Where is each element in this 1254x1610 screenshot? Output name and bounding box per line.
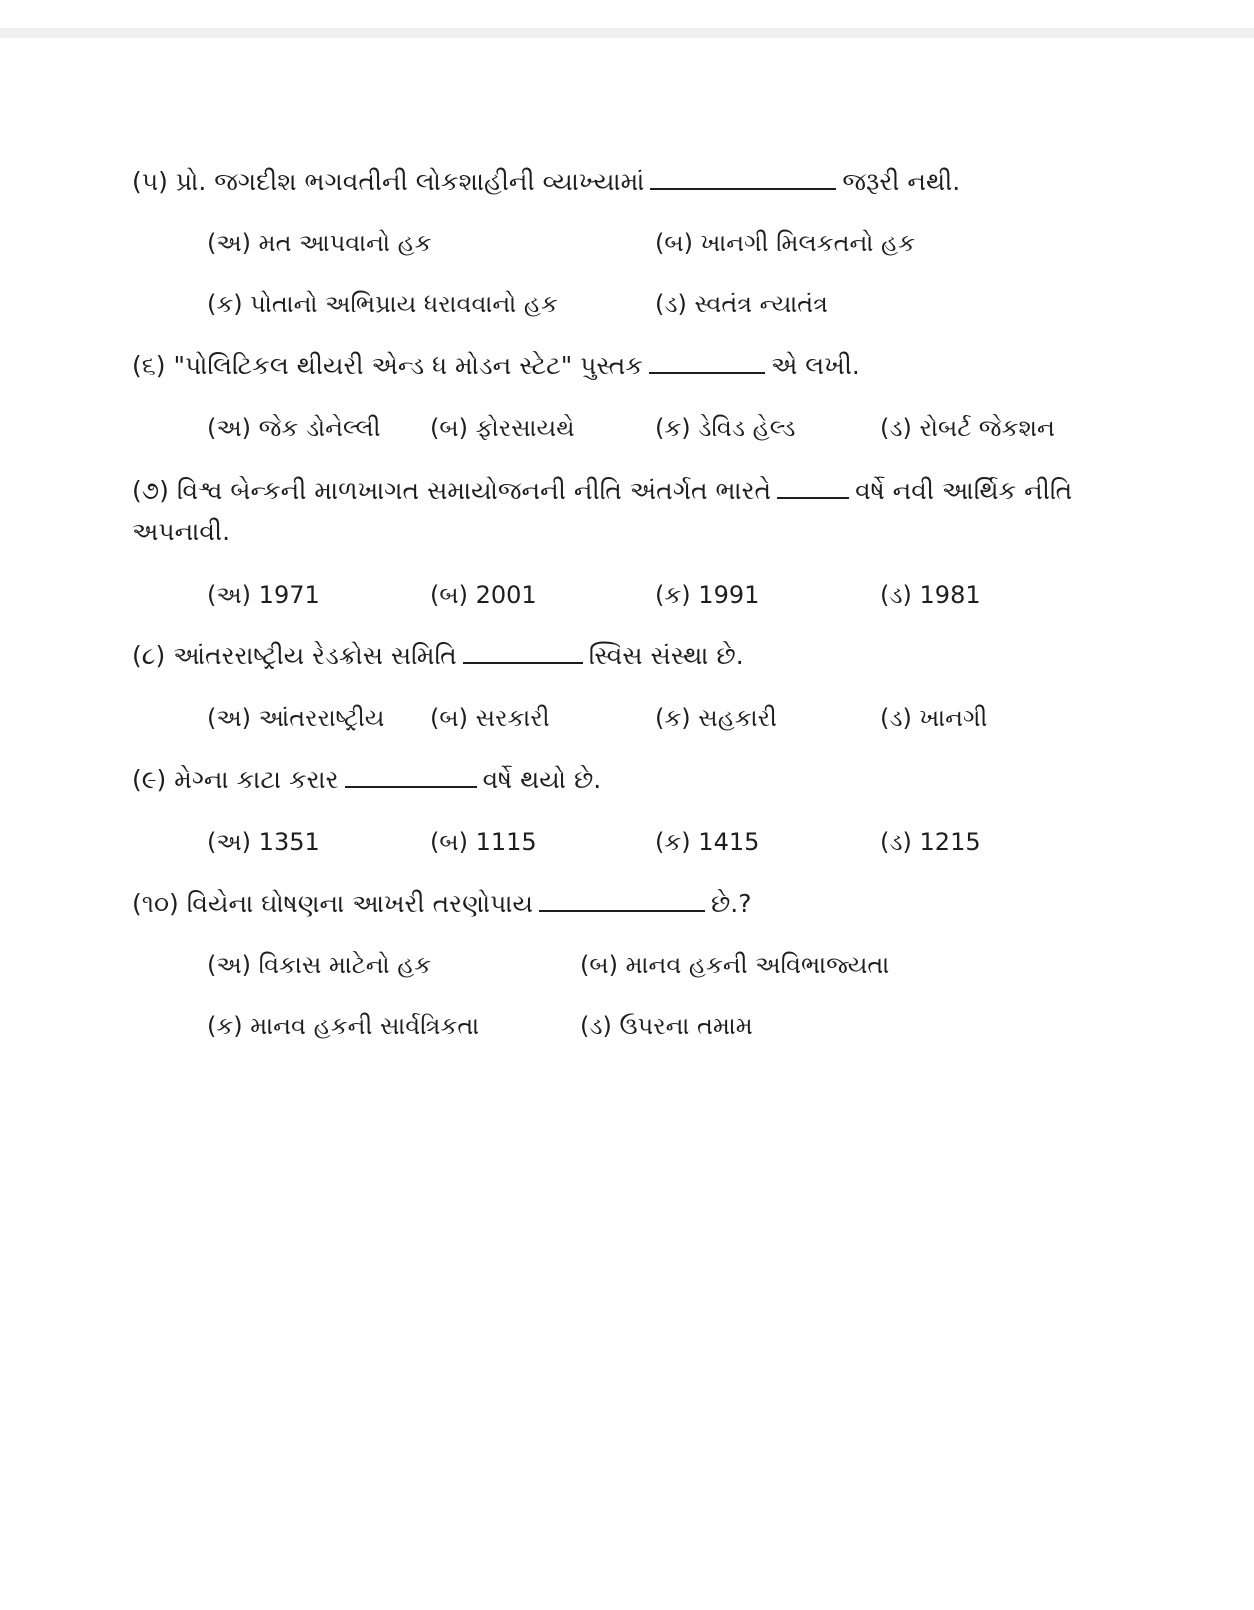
option-b: (બ) સરકારી	[430, 704, 550, 732]
option-b: (બ) 2001	[430, 581, 537, 609]
option-d: (ડ) ખાનગી	[880, 704, 988, 732]
answer-blank	[345, 762, 477, 788]
question-5	[132, 162, 960, 202]
option-a: (અ) આંતરરાષ્ટ્રીય	[207, 704, 385, 732]
question-text-end: સ્વિસ સંસ્થા છે.	[588, 641, 744, 670]
question-7-continuation: અપનાવી.	[132, 517, 231, 546]
option-a: (અ) 1351	[207, 828, 320, 856]
option-d: (ડ) 1215	[880, 828, 981, 856]
question-text: (૧૦) વિયેના ઘોષણના આખરી તરણોપાય	[132, 889, 533, 918]
answer-blank	[649, 348, 765, 374]
option-b: (બ) ફોરસાયથે	[430, 414, 575, 442]
question-8	[132, 636, 744, 676]
question-7	[132, 471, 1072, 511]
question-10	[132, 884, 752, 924]
option-a: (અ) વિકાસ માટેનો હક	[207, 951, 432, 979]
option-b: (બ) માનવ હકની અવિભાજ્યતા	[580, 951, 890, 979]
option-b: (બ) ખાનગી મિલકતનો હક	[655, 229, 916, 257]
option-d: (ડ) સ્વતંત્ર ન્યાતંત્ર	[655, 290, 828, 318]
option-a: (અ) જેક ડોનેલ્લી	[207, 414, 381, 442]
question-6	[132, 346, 860, 386]
question-text-end: વર્ષે નવી આર્થિક નીતિ	[855, 476, 1073, 505]
option-a: (અ) મત આપવાનો હક	[207, 229, 432, 257]
question-9	[132, 760, 601, 800]
option-d: (ડ) 1981	[880, 581, 981, 609]
question-text-end: વર્ષે થયો છે.	[482, 765, 602, 794]
question-text: (૭) વિશ્વ બેન્કની માળખાગત સમાયોજનની નીતિ અંતર્ગત ભારતે	[132, 476, 772, 505]
option-c: (ક) પોતાનો અભિપ્રાય ધરાવવાનો હક	[207, 290, 558, 318]
question-text-end: છે.?	[710, 889, 752, 918]
option-c: (ક) 1991	[655, 581, 760, 609]
question-text: (૬) "પોલિટિકલ થીયરી એન્ડ ધ મોડન સ્ટેટ" પુસ્તક	[132, 351, 643, 380]
option-a: (અ) 1971	[207, 581, 320, 609]
option-c: (ક) 1415	[655, 828, 760, 856]
option-c: (ક) ડેવિડ હેલ્ડ	[655, 414, 796, 442]
answer-blank	[463, 638, 583, 664]
answer-blank	[777, 473, 849, 499]
question-text-end: એ લખી.	[770, 351, 860, 380]
option-d: (ડ) ઉપરના તમામ	[580, 1012, 753, 1040]
option-b: (બ) 1115	[430, 828, 537, 856]
option-c: (ક) માનવ હકની સાર્વત્રિકતા	[207, 1012, 480, 1040]
question-text: (૮) આંતરરાષ્ટ્રીય રેડક્રોસ સમિતિ	[132, 641, 457, 670]
question-text: (૫) પ્રો. જગદીશ ભગવતીની લોકશાહીની વ્યાખ્યામાં	[132, 167, 645, 196]
question-text: (૯) મેગ્ના કાટા કરાર	[132, 765, 339, 794]
option-d: (ડ) રોબર્ટ જેકશન	[880, 414, 1055, 442]
question-text-end: જરૂરી નથી.	[842, 167, 961, 196]
answer-blank	[650, 164, 836, 190]
option-c: (ક) સહકારી	[655, 704, 777, 732]
answer-blank	[539, 886, 705, 912]
